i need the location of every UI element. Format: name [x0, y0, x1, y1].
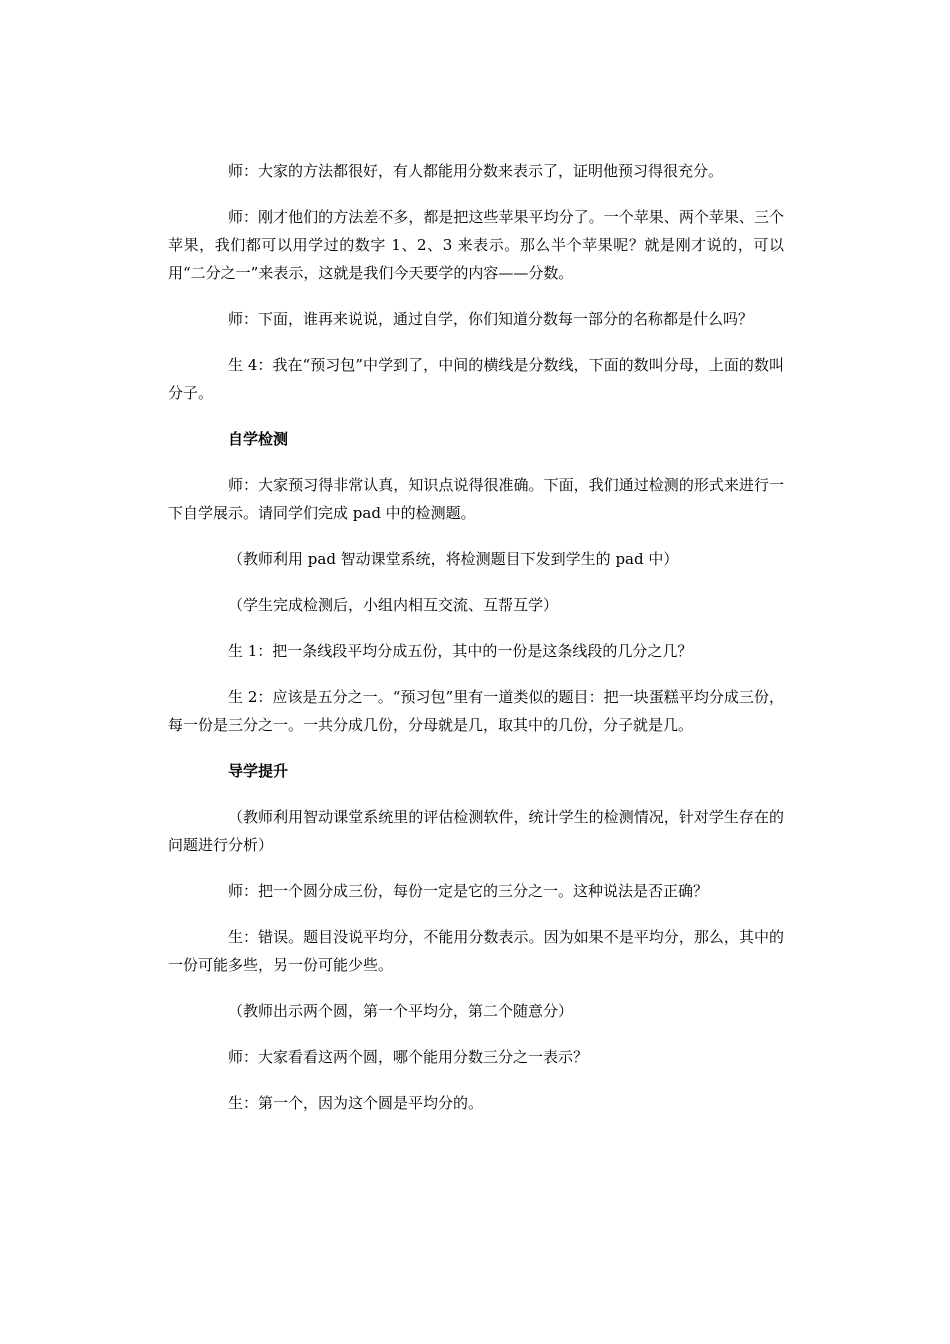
paragraph: 师：大家预习得非常认真，知识点说得很准确。下面，我们通过检测的形式来进行一下自学展示。请同学们完成 pad 中的检测题。	[168, 476, 784, 522]
paragraph: 师：下面，谁再来说说，通过自学，你们知道分数每一部分的名称都是什么吗？	[228, 310, 754, 328]
paragraph: 生：第一个，因为这个圆是平均分的。	[228, 1094, 484, 1112]
paragraph: 生 4：我在“预习包”中学到了，中间的横线是分数线，下面的数叫分母，上面的数叫分子。	[168, 356, 784, 402]
paragraph: （教师出示两个圆，第一个平均分，第二个随意分）	[228, 1002, 574, 1020]
paragraph: 师：刚才他们的方法差不多，都是把这些苹果平均分了。一个苹果、两个苹果、三个苹果，我们都可以用学过的数字 1、2、3 来表示。那么半个苹果呢？就是刚才说的，可以用“二分之一”来表示，这就是我们今天要学的内容——分数。	[168, 208, 784, 282]
section-heading: 自学检测	[228, 430, 289, 448]
paragraph: （教师利用智动课堂系统里的评估检测软件，统计学生的检测情况，针对学生存在的问题进行分析）	[168, 808, 784, 854]
paragraph: 师：大家的方法都很好，有人都能用分数来表示了，证明他预习得很充分。	[228, 162, 724, 180]
document-body	[168, 157, 784, 1135]
paragraph: （学生完成检测后，小组内相互交流、互帮互学）	[228, 596, 559, 614]
paragraph: 生：错误。题目没说平均分，不能用分数表示。因为如果不是平均分，那么，其中的一份可能多些，另一份可能少些。	[168, 928, 784, 974]
paragraph: 师：大家看看这两个圆，哪个能用分数三分之一表示？	[228, 1048, 589, 1066]
paragraph: 师：把一个圆分成三份，每份一定是它的三分之一。这种说法是否正确？	[228, 882, 709, 900]
paragraph: 生 2：应该是五分之一。“预习包”里有一道类似的题目：把一块蛋糕平均分成三份，每一份是三分之一。一共分成几份，分母就是几，取其中的几份，分子就是几。	[168, 688, 784, 734]
section-heading: 导学提升	[228, 762, 289, 780]
paragraph: （教师利用 pad 智动课堂系统，将检测题目下发到学生的 pad 中）	[228, 550, 679, 568]
paragraph: 生 1：把一条线段平均分成五份，其中的一份是这条线段的几分之几？	[228, 642, 693, 660]
